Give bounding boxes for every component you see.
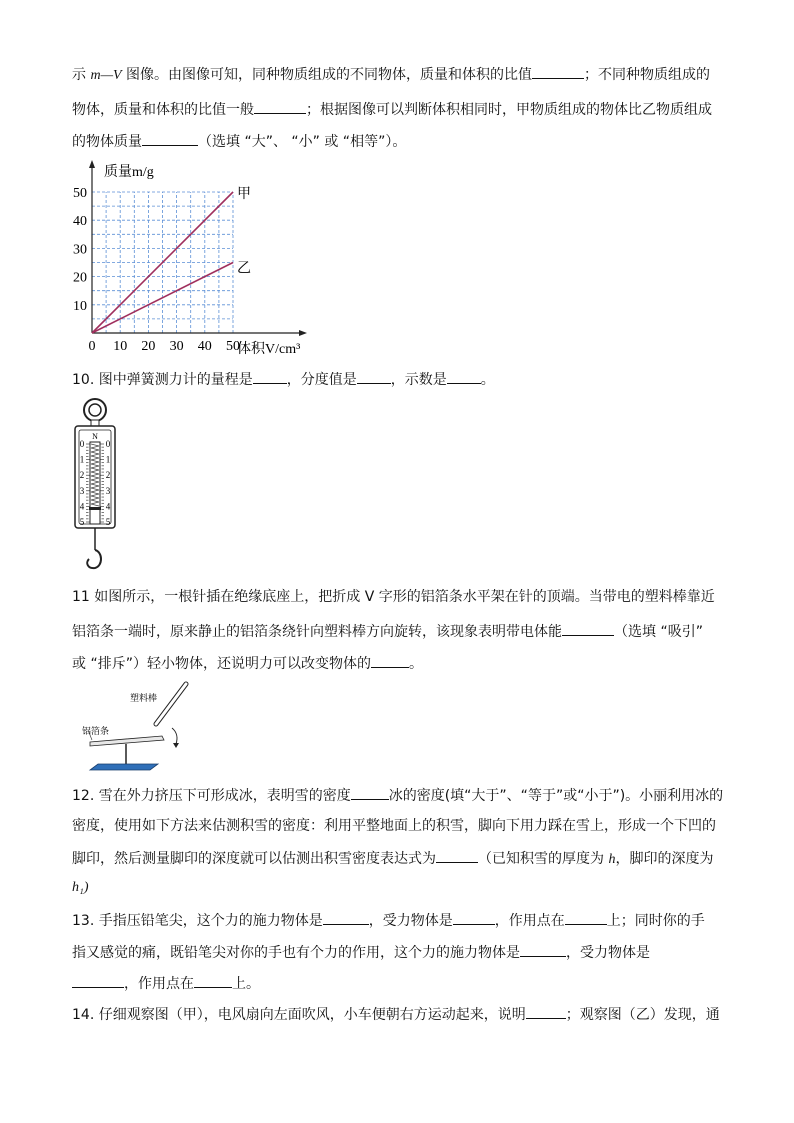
- q9-text: 物体，质量和体积的比值一般: [72, 102, 254, 118]
- answer-blank[interactable]: [447, 369, 481, 384]
- q13-text: ，受力物体是: [566, 945, 650, 961]
- q12-line-4: [72, 878, 89, 898]
- q10-text: 。: [480, 372, 495, 388]
- chart-ticks: [73, 186, 240, 354]
- scale-number: 2: [79, 470, 85, 481]
- q13-text: 指又感觉的痛，既铅笔尖对你的手也有个力的作用，这个力的施力物体是: [72, 945, 520, 961]
- scale-number: 0: [79, 439, 85, 449]
- answer-blank[interactable]: [253, 369, 287, 384]
- q13-line-2: [72, 942, 650, 963]
- q12-line-1: [72, 785, 723, 806]
- scale-number: 2: [105, 470, 111, 481]
- q13-line-3: [72, 973, 260, 994]
- q14-line-1: [72, 1004, 720, 1025]
- x-tick-label: 40: [197, 339, 212, 354]
- chart-series: [92, 186, 251, 333]
- series-label: 甲: [237, 186, 251, 202]
- scale-number: 0: [105, 439, 111, 449]
- q14-text: ；观察图（乙）发现，通: [565, 1007, 720, 1023]
- q11-text: 。: [408, 656, 423, 672]
- scale-number: 3: [79, 485, 85, 496]
- q12-text: ，脚印的深度为: [615, 851, 714, 867]
- q9-line-1: [72, 64, 710, 86]
- scale-number: 1: [79, 454, 85, 465]
- q10-text: ，示数是: [390, 372, 447, 388]
- q13-text: 13. 手指压铅笔尖，这个力的施力物体是: [72, 913, 323, 929]
- x-axis-label: 体积V/cm³: [237, 342, 301, 357]
- q11-line-3: [72, 653, 423, 674]
- scale-number: 5: [79, 517, 85, 527]
- scale-number: 1: [105, 454, 111, 465]
- answer-blank[interactable]: [194, 973, 232, 988]
- scale-number: 4: [79, 501, 85, 512]
- answer-blank[interactable]: [562, 621, 614, 636]
- unit-label: N: [92, 432, 98, 441]
- x-tick-label: 20: [141, 339, 156, 354]
- pointer-icon: [89, 507, 101, 510]
- y-tick-label: 20: [73, 270, 87, 286]
- q14-text: 14. 仔细观察图（甲），电风扇向左面吹风，小车便朝右方运动起来，说明: [72, 1007, 526, 1023]
- foil-label: 铝箔条: [82, 727, 110, 737]
- foil-rod-figure: [78, 678, 208, 772]
- q12-text: （已知积雪的厚度为: [478, 851, 609, 867]
- q11-text: 11 如图所示，一根针插在绝缘底座上，把折成 V 字形的铝箔条水平架在针的顶端。当带电的塑料棒靠近: [72, 589, 715, 605]
- spring-scale-figure: [70, 396, 126, 580]
- scale-number: 5: [105, 517, 111, 527]
- series-label: 乙: [237, 260, 251, 277]
- answer-blank[interactable]: [254, 99, 306, 114]
- q9-mv-symbol: m—V: [90, 68, 122, 83]
- q10-line: [72, 369, 495, 390]
- q11-text: （选填 “吸引”: [614, 624, 703, 640]
- mv-chart: [60, 158, 360, 358]
- q11-text: 铝箔条一端时，原来静止的铝箔条绕针向塑料棒方向旋转，该现象表明带电体能: [72, 624, 562, 640]
- y-axis-arrow-icon: [89, 160, 95, 168]
- x-tick-label: 10: [113, 339, 128, 354]
- q12-text: h₁): [72, 880, 89, 895]
- y-tick-label: 40: [73, 214, 87, 230]
- q9-line-3: [72, 131, 406, 152]
- answer-blank[interactable]: [371, 653, 409, 668]
- answer-blank[interactable]: [526, 1004, 566, 1019]
- answer-blank[interactable]: [565, 910, 607, 925]
- answer-blank[interactable]: [436, 848, 478, 863]
- x-tick-label: 0: [88, 339, 96, 354]
- q9-text: 图像。由图像可知，同种物质组成的不同物体，质量和体积的比值: [121, 67, 533, 83]
- q13-text: ，作用点在: [494, 913, 565, 929]
- q13-text: 上；同时你的手: [606, 913, 705, 929]
- q13-text: ，受力物体是: [368, 913, 453, 929]
- y-tick-label: 30: [73, 242, 87, 258]
- q12-line-3: [72, 848, 713, 870]
- q13-line-1: [72, 910, 705, 931]
- insulating-base: [90, 764, 158, 770]
- answer-blank[interactable]: [142, 131, 198, 146]
- aluminum-foil-strip: [90, 736, 164, 746]
- q9-line-2: [72, 99, 712, 120]
- x-tick-label: 30: [169, 339, 184, 354]
- answer-blank[interactable]: [453, 910, 495, 925]
- rod-label: 塑料棒: [130, 694, 158, 704]
- q11-line-2: [72, 621, 703, 642]
- y-tick-label: 50: [73, 186, 87, 201]
- q9-text: 示: [72, 67, 91, 83]
- q9-text: 的物体质量: [72, 134, 142, 150]
- hook-icon: [87, 550, 101, 568]
- q12-line-2: [72, 816, 716, 836]
- q9-text: （选填 “大”、 “小” 或 “相等”）。: [198, 134, 407, 150]
- answer-blank[interactable]: [323, 910, 369, 925]
- q12-text: 密度，使用如下方法来估测积雪的密度：利用平整地面上的积雪，脚向下用力踩在雪上，形成一个下凹的: [72, 818, 716, 834]
- q10-text: ，分度值是: [286, 372, 357, 388]
- answer-blank[interactable]: [520, 942, 566, 957]
- scale-number: 3: [105, 485, 111, 496]
- answer-blank[interactable]: [357, 369, 391, 384]
- q12-text: 12. 雪在外力挤压下可形成冰，表明雪的密度: [72, 788, 351, 804]
- answer-blank[interactable]: [351, 785, 389, 800]
- q13-text: 上。: [232, 976, 260, 992]
- y-axis-label: 质量m/g: [104, 165, 154, 180]
- y-tick-label: 10: [73, 298, 87, 314]
- q10-text: 10. 图中弹簧测力计的量程是: [72, 372, 253, 388]
- q11-text: 或 “排斥”）轻小物体，还说明力可以改变物体的: [72, 656, 371, 672]
- x-axis-arrow-icon: [299, 330, 307, 336]
- q13-text: ，作用点在: [124, 976, 194, 992]
- rotation-arrow-icon: [173, 743, 179, 748]
- q12-text: 脚印，然后测量脚印的深度就可以估测出积雪密度表达式为: [72, 851, 436, 867]
- x-tick-label: 50: [226, 339, 240, 354]
- q12-text: 冰的密度(填“大于”、“等于”或“小于”)。小丽利用冰的: [388, 788, 724, 804]
- q11-line-1: [72, 587, 715, 607]
- answer-blank[interactable]: [72, 973, 124, 988]
- answer-blank[interactable]: [532, 64, 584, 79]
- ring-icon: [84, 399, 106, 421]
- scale-number: 4: [105, 501, 111, 512]
- q12-h-symbol: h: [608, 852, 616, 867]
- q9-text: ；不同种物质组成的: [584, 67, 711, 83]
- q9-text: ；根据图像可以判断体积相同时，甲物质组成的物体比乙物质组成: [306, 102, 712, 118]
